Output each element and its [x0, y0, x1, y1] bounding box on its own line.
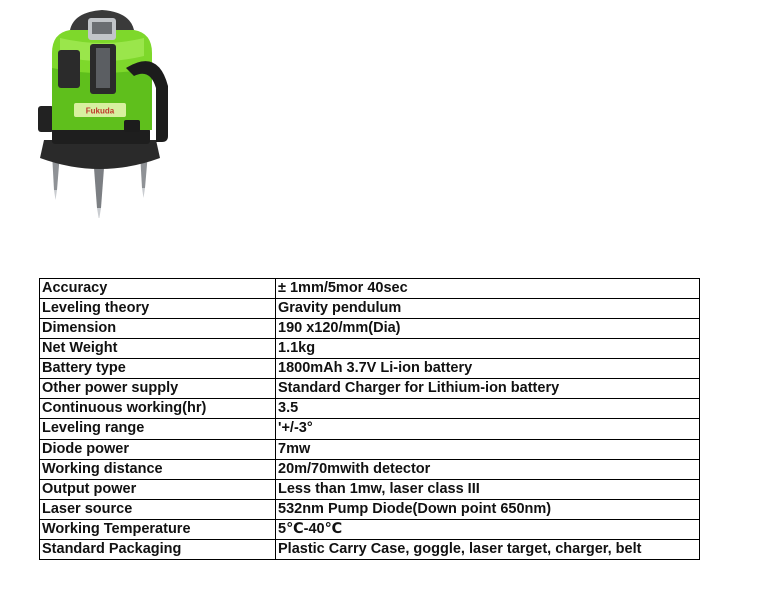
spec-row: [40, 379, 700, 399]
spec-value: Plastic Carry Case, goggle, laser target, charger, belt: [276, 539, 700, 559]
spec-row: [40, 459, 700, 479]
spec-label: Continuous working(hr): [40, 399, 276, 419]
spec-label: Working distance: [40, 459, 276, 479]
spec-row: [40, 299, 700, 319]
spec-row: [40, 399, 700, 419]
spec-row: [40, 539, 700, 559]
spec-row: [40, 359, 700, 379]
spec-value: 5℃-40℃: [276, 519, 700, 539]
spec-value: ± 1mm/5mor 40sec: [276, 279, 700, 299]
spec-value: 20m/70mwith detector: [276, 459, 700, 479]
spec-row: [40, 499, 700, 519]
spec-label: Accuracy: [40, 279, 276, 299]
spec-value: 3.5: [276, 399, 700, 419]
spec-label: Working Temperature: [40, 519, 276, 539]
spec-row: [40, 519, 700, 539]
spec-label: Net Weight: [40, 339, 276, 359]
laser-level-product-image: [30, 8, 180, 218]
spec-value: 7mw: [276, 439, 700, 459]
brand-logo-text: Fukuda: [85, 106, 115, 116]
spec-value: 1800mAh 3.7V Li-ion battery: [276, 359, 700, 379]
spec-label: Battery type: [40, 359, 276, 379]
spec-label: Laser source: [40, 499, 276, 519]
spec-label: Diode power: [40, 439, 276, 459]
spec-label: Dimension: [40, 319, 276, 339]
spec-value: Gravity pendulum: [276, 299, 700, 319]
side-knob: [38, 106, 54, 132]
spec-value: '+/-3°: [276, 419, 700, 439]
spec-value: 532nm Pump Diode(Down point 650nm): [276, 499, 700, 519]
specifications-table: [39, 278, 700, 560]
spec-row: [40, 419, 700, 439]
spec-row: [40, 339, 700, 359]
spec-value: Standard Charger for Lithium-ion battery: [276, 379, 700, 399]
spec-row: [40, 279, 700, 299]
spec-value: 190 x120/mm(Dia): [276, 319, 700, 339]
spec-value: 1.1kg: [276, 339, 700, 359]
spec-label: Output power: [40, 479, 276, 499]
spec-label: Leveling theory: [40, 299, 276, 319]
spec-label: Standard Packaging: [40, 539, 276, 559]
spec-row: [40, 479, 700, 499]
spec-label: Leveling range: [40, 419, 276, 439]
spec-row: [40, 319, 700, 339]
spec-label: Other power supply: [40, 379, 276, 399]
spec-value: Less than 1mw, laser class III: [276, 479, 700, 499]
spec-row: [40, 439, 700, 459]
